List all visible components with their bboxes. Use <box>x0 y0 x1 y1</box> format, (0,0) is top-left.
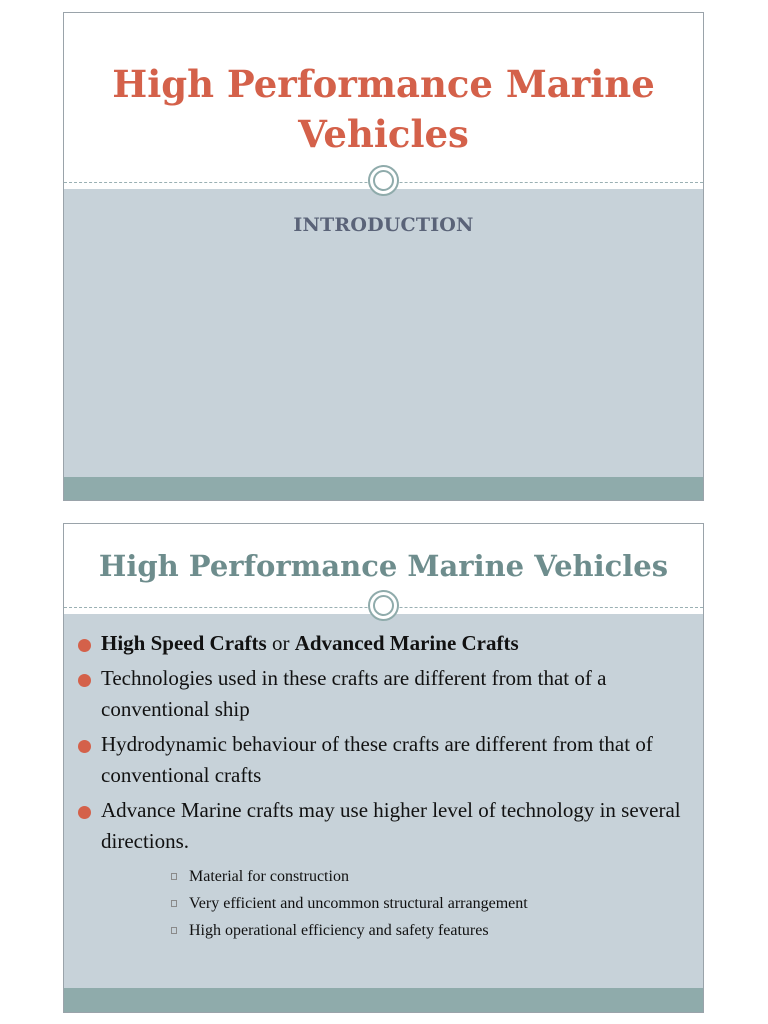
bullet-text: or <box>266 631 295 655</box>
bullet-list <box>76 628 691 948</box>
slide-2-footer-bar <box>64 988 703 1012</box>
slide-1-header <box>64 13 703 183</box>
sub-bullet-item <box>171 890 691 917</box>
bullet-dot-icon <box>78 639 91 652</box>
sub-bullet-marker-icon <box>171 873 177 880</box>
slide-1-footer-bar <box>64 477 703 500</box>
bullet-text: Advance Marine crafts may use higher level of technology in several directions. <box>101 798 681 853</box>
sub-bullet-item <box>171 917 691 944</box>
bullet-dot-icon <box>78 806 91 819</box>
bullet-item <box>76 729 691 791</box>
ring-ornament-icon <box>368 590 399 621</box>
sub-bullet-text: Very efficient and uncommon structural arrangement <box>189 895 528 912</box>
sub-bullet-text: High operational efficiency and safety features <box>189 922 489 939</box>
sub-bullet-item <box>171 863 691 890</box>
slide-1-title <box>64 59 703 159</box>
bullet-dot-icon <box>78 740 91 753</box>
sub-bullet-marker-icon <box>171 900 177 907</box>
slide-1 <box>63 12 704 501</box>
sub-bullet-list <box>101 863 691 944</box>
slide-1-title-line1: High Performance Marine <box>112 62 655 106</box>
bullet-item <box>76 795 691 944</box>
bullet-bold-text: High Speed Crafts <box>101 631 267 655</box>
sub-bullet-text: Material for construction <box>189 868 349 885</box>
slide-1-subtitle: INTRODUCTION <box>293 214 474 236</box>
bullet-text: Hydrodynamic behaviour of these crafts are different from that of conventional crafts <box>101 732 653 787</box>
ring-ornament-icon <box>368 165 399 196</box>
bullet-item <box>76 628 691 659</box>
slide-2 <box>63 523 704 1013</box>
slide-2-title: High Performance Marine Vehicles <box>98 549 669 583</box>
slide-1-title-line2: Vehicles <box>298 112 469 156</box>
bullet-bold-text: Advanced Marine Crafts <box>294 631 519 655</box>
bullet-item <box>76 663 691 725</box>
bullet-dot-icon <box>78 674 91 687</box>
sub-bullet-marker-icon <box>171 927 177 934</box>
bullet-text: Technologies used in these crafts are different from that of a conventional ship <box>101 666 607 721</box>
